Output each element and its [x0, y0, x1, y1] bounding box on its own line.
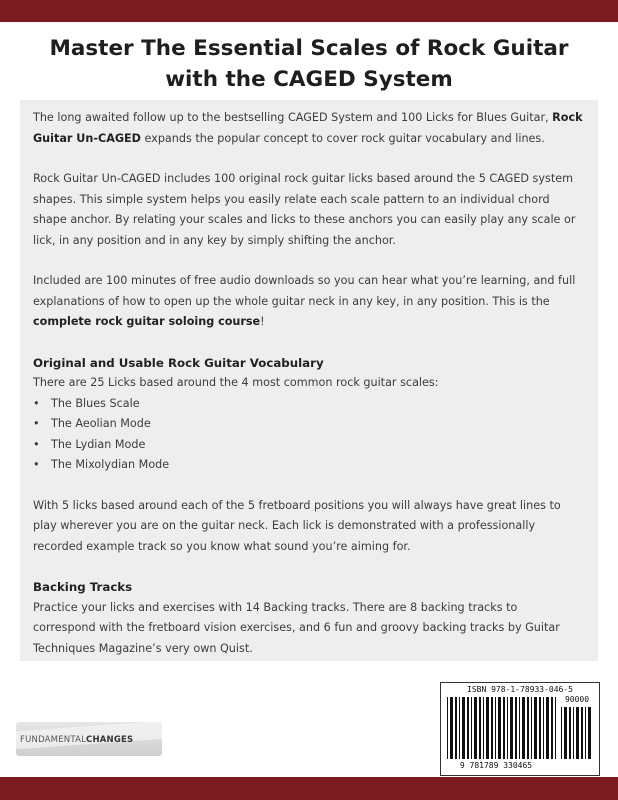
paragraph-positions: With 5 licks based around each of the 5 fretboard positions you will always have great lines to play wherever you are on the guitar neck. Each lick is demonstrated with a professionally recorded example track so you know what sound you’re aiming for. — [33, 498, 561, 553]
intro-text-bold: Rock Guitar Un-CAGED — [33, 111, 583, 145]
isbn-digits: 9 781789 330465 — [459, 761, 533, 770]
list-item: • The Blues Scale — [33, 394, 583, 415]
paragraph-intro — [33, 108, 583, 149]
top-color-band — [0, 0, 618, 22]
intro-text-a: The long awaited follow up to the bestselling CAGED System and 100 Licks for Blues Guitar, — [33, 111, 553, 124]
audio-text-a: Included are 100 minutes of free audio downloads so you can hear what you’re learning, and full explanations of how to open up the whole guitar neck in any key, in any position. This is the — [33, 274, 576, 308]
list-item: • The Lydian Mode — [33, 435, 583, 456]
isbn-barcode — [440, 682, 600, 776]
barcode-bars — [447, 697, 557, 759]
list-item: • The Mixolydian Mode — [33, 455, 583, 476]
price-code: 90000 — [564, 695, 590, 704]
paragraph-audio — [33, 271, 583, 333]
publisher-logo-text: FUNDAMENTALCHANGES — [20, 735, 134, 745]
section-heading-vocabulary: Original and Usable Rock Guitar Vocabulary — [33, 355, 324, 370]
bottom-color-band — [0, 777, 618, 800]
description-text — [33, 108, 583, 659]
isbn-label: ISBN 978-1-78933-046-5 — [467, 685, 573, 694]
price-barcode-bars — [561, 707, 593, 759]
paragraph-backing: Practice your licks and exercises with 14 Backing tracks. There are 8 backing tracks to correspond with the fretboard vision exercises, and 6 fun and groovy backing tracks by Guitar Techniques Magazine’s very own Quist. — [33, 600, 560, 655]
audio-text-c: ! — [260, 315, 265, 328]
section-heading-backing: Backing Tracks — [33, 580, 133, 594]
audio-text-bold: complete rock guitar soloing course — [33, 315, 261, 328]
title-box — [20, 22, 598, 100]
scales-intro: There are 25 Licks based around the 4 most common rock guitar scales: — [33, 376, 439, 389]
book-title: Master The Essential Scales of Rock Guitar with the CAGED System — [49, 36, 569, 92]
paragraph-caged: Rock Guitar Un-CAGED includes 100 original rock guitar licks based around the 5 CAGED system shapes. This simple system helps you easily relate each scale pattern to an individual chord shape anchor. By relating your scales and licks to these anchors you can easily play any scale or lick, in any position and in any key by simply shifting the anchor. — [33, 172, 576, 247]
scales-list — [33, 394, 583, 476]
publisher-logo — [16, 722, 162, 756]
intro-text-c: expands the popular concept to cover rock guitar vocabulary and lines. — [140, 131, 545, 145]
list-item: • The Aeolian Mode — [33, 414, 583, 435]
